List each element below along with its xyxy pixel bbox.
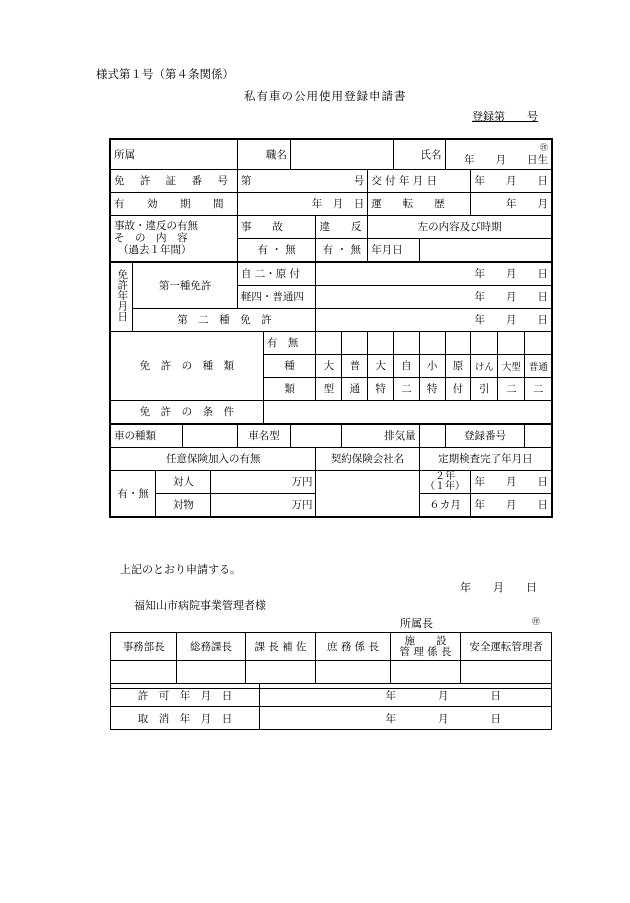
- approval-stamp-3[interactable]: [316, 661, 390, 684]
- dai-label: 第: [240, 175, 252, 187]
- plate-field[interactable]: [525, 424, 552, 448]
- license-type-col-7-bottom: 二: [498, 377, 525, 400]
- go-label: 号: [353, 175, 365, 187]
- approval-header-0: 事務部長: [111, 633, 177, 661]
- type2-date[interactable]: 年 月 日: [316, 308, 552, 331]
- name-label-cell: [393, 139, 445, 169]
- license-type-col-5-bottom: 付: [445, 377, 471, 400]
- six-month-label: ６カ月: [419, 493, 471, 517]
- shu-label: 種: [263, 354, 316, 377]
- approval-stamp-2[interactable]: [245, 661, 316, 684]
- license-conditions-field[interactable]: [263, 400, 552, 424]
- approval-header-1: 総務課長: [177, 633, 245, 661]
- issue-date-label: 交 付 年 月 日: [368, 169, 471, 192]
- two-year-date[interactable]: 年 月 日: [471, 470, 552, 493]
- license-number-label: 免 許 証 番 号: [110, 169, 237, 192]
- insurance-umu[interactable]: 有・無: [110, 470, 156, 517]
- license-type-col-6-bottom: 引: [471, 377, 498, 400]
- revoke-date[interactable]: 年 月 日: [260, 707, 552, 730]
- position-value[interactable]: [290, 139, 393, 169]
- license-type-col-4-top: 小: [419, 354, 445, 377]
- license-type-col-6-top: けん: [471, 354, 498, 377]
- taijin-label: 対人: [156, 470, 211, 493]
- permit-label: 許 可 年 月 日: [111, 684, 260, 707]
- vehicle-type-field[interactable]: [182, 424, 237, 448]
- two-year: ２年: [435, 470, 456, 482]
- validity-label: 有 効 期 間: [110, 192, 237, 215]
- license-type-col-3-top: 自: [393, 354, 419, 377]
- approval-stamp-0[interactable]: [111, 661, 177, 684]
- insurance-header-umu: 任意保険加入の有無: [110, 447, 316, 470]
- seal-icon: ㊞: [540, 143, 548, 153]
- name-field[interactable]: [445, 139, 552, 169]
- accident-label: [110, 215, 237, 262]
- license-type-col-4-bottom: 特: [419, 377, 445, 400]
- approval-table: [110, 632, 552, 689]
- driving-history-label: 運 転 歴: [368, 192, 471, 215]
- moto-label: 自 二・原 付: [237, 262, 316, 286]
- type2-label: 第 二 種 免 許: [133, 308, 316, 331]
- one-year: （１年）: [425, 480, 466, 492]
- taijin-amount[interactable]: 万円: [211, 470, 316, 493]
- taibutsu-label: 対物: [156, 493, 211, 517]
- approval-stamp-1[interactable]: [177, 661, 245, 684]
- six-month-date[interactable]: 年 月 日: [471, 493, 552, 517]
- ihan-label: 違 反: [316, 215, 368, 238]
- registration-number: 登録第 号: [472, 110, 538, 123]
- statement: 上記のとおり申請する。: [120, 563, 241, 576]
- chief-label: 所属長: [400, 617, 433, 630]
- car-date[interactable]: 年 月 日: [316, 285, 552, 308]
- position-label: 職名: [265, 148, 287, 161]
- type1-label: 第一種免許: [133, 262, 237, 309]
- vehicle-model-label: 車名型: [237, 424, 290, 448]
- plate-label: 登録番号: [445, 424, 525, 448]
- car-label: 軽四・普通四: [237, 285, 316, 308]
- license-type-col-3-bottom: 二: [393, 377, 419, 400]
- accident-label-2: そ の 内 容: [114, 232, 188, 244]
- chief-seal-icon: ㊞: [532, 617, 540, 626]
- vehicle-model-field[interactable]: [290, 424, 342, 448]
- insurance-header-inspection: 定期検査完了年月日: [419, 447, 552, 470]
- license-type-col-1-bottom: 通: [342, 377, 368, 400]
- violation-umu[interactable]: 有 ・ 無: [316, 238, 368, 262]
- two-year-label: [419, 470, 471, 493]
- approval-header-3: 庶 務 係 長: [316, 633, 390, 661]
- addressee: 福知山市病院事業管理者様: [134, 599, 266, 612]
- license-type-col-2-top: 大: [368, 354, 394, 377]
- position-field[interactable]: [237, 139, 290, 169]
- license-number-field[interactable]: [237, 169, 367, 192]
- issue-date-field[interactable]: 年 月 日: [471, 169, 552, 192]
- dept-field[interactable]: [110, 139, 237, 169]
- application-form: [109, 138, 553, 518]
- approval-stamp-4[interactable]: [390, 661, 461, 684]
- permit-table: [110, 683, 552, 730]
- license-type-col-2-bottom: 特: [368, 377, 394, 400]
- license-type-col-0-bottom: 型: [316, 377, 342, 400]
- license-umu-label: 有 無: [263, 331, 316, 354]
- page-title: 私有車の公用使用登録申請書: [244, 89, 407, 103]
- rui-label: 類: [263, 377, 316, 400]
- moto-date[interactable]: 年 月 日: [316, 262, 552, 286]
- name-label: 氏名: [420, 148, 442, 161]
- insurance-company-field[interactable]: [316, 470, 419, 517]
- approval-stamp-5[interactable]: [461, 661, 552, 684]
- license-type-col-8-top: 普通: [525, 354, 552, 377]
- accident-label-1: 事故・違反の有無: [114, 220, 198, 232]
- accident-ymd-field[interactable]: [419, 238, 552, 262]
- validity-field[interactable]: 年 月 日: [237, 192, 367, 215]
- license-type-label: 免 許 の 種 類: [110, 331, 263, 400]
- license-type-col-1-top: 普: [342, 354, 368, 377]
- driving-history-field[interactable]: 年 月: [471, 192, 552, 215]
- license-type-col-0-top: 大: [316, 354, 342, 377]
- approval-header-2: 課 長 補 佐: [245, 633, 316, 661]
- approval-header-5: 安全運転管理者: [461, 633, 552, 661]
- accident-content-label: 左の内容及び時期: [368, 215, 552, 238]
- license-dates-side-label: 免許年月日: [110, 262, 133, 332]
- form-number: 様式第１号（第４条関係）: [96, 67, 234, 81]
- approval-header-4: 施 設 管 理 係 長: [390, 633, 461, 661]
- accident-umu[interactable]: 有 ・ 無: [237, 238, 316, 262]
- displacement-label: 排気量: [342, 424, 419, 448]
- insurance-header-company: 契約保険会社名: [316, 447, 419, 470]
- revoke-label: 取 消 年 月 日: [111, 707, 260, 730]
- license-conditions-label: 免 許 の 条 件: [110, 400, 263, 424]
- license-type-col-8-bottom: 二: [525, 377, 552, 400]
- accident-label-3: （過去１年間）: [118, 244, 192, 256]
- displacement-field[interactable]: [419, 424, 445, 448]
- permit-date[interactable]: 年 月 日: [260, 684, 552, 707]
- accident-ymd-label: 年月日: [368, 238, 419, 262]
- application-date[interactable]: 年 月 日: [460, 581, 537, 594]
- license-type-col-7-top: 大型: [498, 354, 525, 377]
- vehicle-type-label: 車の種類: [110, 424, 182, 448]
- license-type-col-5-top: 原: [445, 354, 471, 377]
- dept-label: 所属: [114, 148, 135, 161]
- birthdate: 年 月 日生: [464, 154, 548, 167]
- taibutsu-amount[interactable]: 万円: [211, 493, 316, 517]
- jiko-label: 事 故: [237, 215, 316, 238]
